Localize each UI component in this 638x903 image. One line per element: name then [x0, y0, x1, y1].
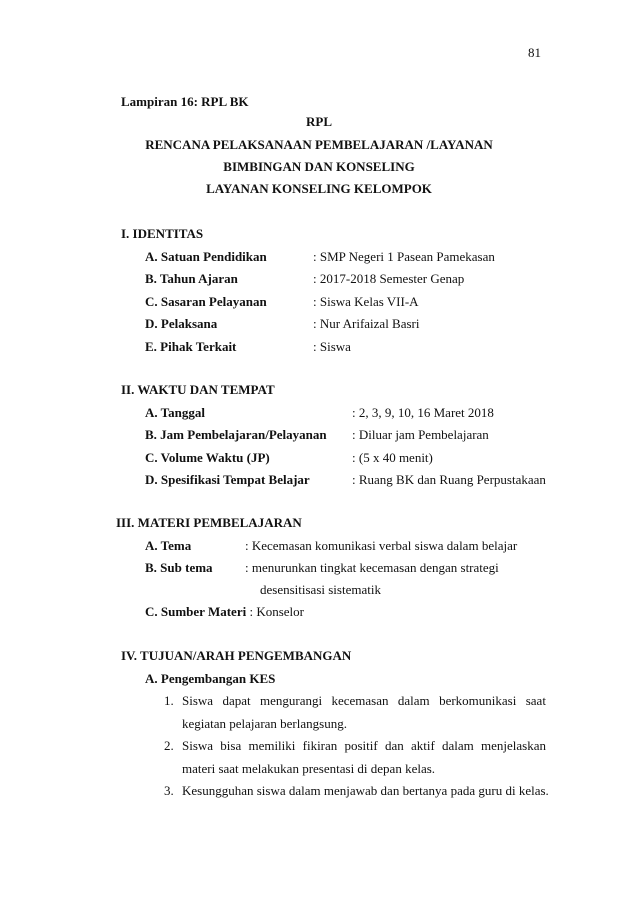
doc-title-line2: RENCANA PELAKSANAAN PEMBELAJARAN /LAYANAN: [145, 137, 493, 152]
identitas-value: : Nur Arifaizal Basri: [313, 316, 420, 331]
waktu-label: D. Spesifikasi Tempat Belajar: [145, 472, 310, 487]
word: saat: [525, 693, 546, 708]
materi-tema-label: A. Tema: [145, 538, 192, 553]
list-item-cont: kegiatan pelajaran berlangsung.: [182, 716, 347, 731]
word: positif: [344, 738, 378, 753]
word: bisa: [220, 738, 242, 753]
identitas-value: : 2017-2018 Semester Genap: [313, 271, 465, 286]
identitas-label: B. Tahun Ajaran: [145, 271, 238, 286]
doc-title-line1: RPL: [306, 114, 332, 129]
section-waktu-heading: II. WAKTU DAN TEMPAT: [121, 382, 275, 397]
section-identitas-heading: I. IDENTITAS: [121, 226, 204, 241]
waktu-label: C. Volume Waktu (JP): [145, 450, 270, 465]
materi-sumber-label: C. Sumber Materi: [145, 604, 247, 619]
materi-subtema-label: B. Sub tema: [145, 560, 213, 575]
word: dalam: [397, 693, 430, 708]
materi-sumber-row: [145, 605, 304, 618]
word: menjelaskan: [480, 738, 546, 753]
identitas-label: E. Pihak Terkait: [145, 339, 237, 354]
materi-tema-value: : Kecemasan komunikasi verbal siswa dalam belajar: [245, 538, 518, 553]
waktu-label: A. Tanggal: [145, 405, 205, 420]
list-item-number: 1.: [164, 693, 174, 708]
word: aktif: [410, 738, 435, 753]
word: dan: [384, 738, 404, 753]
list-item-cont: materi saat melakukan presentasi di depan kelas.: [182, 761, 436, 776]
identitas-value: : SMP Negeri 1 Pasean Pamekasan: [313, 249, 495, 264]
waktu-value: : Ruang BK dan Ruang Perpustakaan: [352, 472, 546, 487]
identitas-label: A. Satuan Pendidikan: [145, 249, 267, 264]
word: fikiran: [302, 738, 338, 753]
materi-subtema-value: : menurunkan tingkat kecemasan dengan strategi: [245, 560, 499, 575]
identitas-value: : Siswa Kelas VII-A: [313, 294, 419, 309]
appendix-label: Lampiran 16: RPL BK: [121, 94, 249, 109]
word: kecemasan: [331, 693, 389, 708]
list-item-number: 2.: [164, 738, 174, 753]
waktu-label: B. Jam Pembelajaran/Pelayanan: [145, 427, 327, 442]
identitas-label: D. Pelaksana: [145, 316, 218, 331]
waktu-value: : Diluar jam Pembelajaran: [352, 427, 489, 442]
list-item: [182, 739, 546, 752]
word: dapat: [222, 693, 251, 708]
word: mengurangi: [260, 693, 323, 708]
identitas-value: : Siswa: [313, 339, 351, 354]
list-item-number: 3.: [164, 783, 174, 798]
list-item: [182, 694, 546, 707]
waktu-value: : (5 x 40 menit): [352, 450, 433, 465]
tujuan-subheading: A. Pengembangan KES: [145, 671, 276, 686]
section-tujuan-heading: IV. TUJUAN/ARAH PENGEMBANGAN: [121, 648, 352, 663]
materi-sumber-value: : Konselor: [249, 604, 304, 619]
doc-title-line4: LAYANAN KONSELING KELOMPOK: [206, 181, 432, 196]
word: memiliki: [248, 738, 296, 753]
word: berkomunikasi: [439, 693, 517, 708]
word: dalam: [442, 738, 474, 753]
list-item: Kesungguhan siswa dalam menjawab dan bertanya pada guru di kelas.: [182, 783, 549, 798]
materi-subtema-value-cont: desensitisasi sistematik: [260, 582, 381, 597]
doc-title-line3: BIMBINGAN DAN KONSELING: [223, 159, 415, 174]
waktu-value: : 2, 3, 9, 10, 16 Maret 2018: [352, 405, 494, 420]
word: Siswa: [182, 738, 214, 753]
page-number: 81: [528, 45, 541, 60]
section-materi-heading: III. MATERI PEMBELAJARAN: [116, 515, 302, 530]
identitas-label: C. Sasaran Pelayanan: [145, 294, 267, 309]
word: Siswa: [182, 693, 214, 708]
